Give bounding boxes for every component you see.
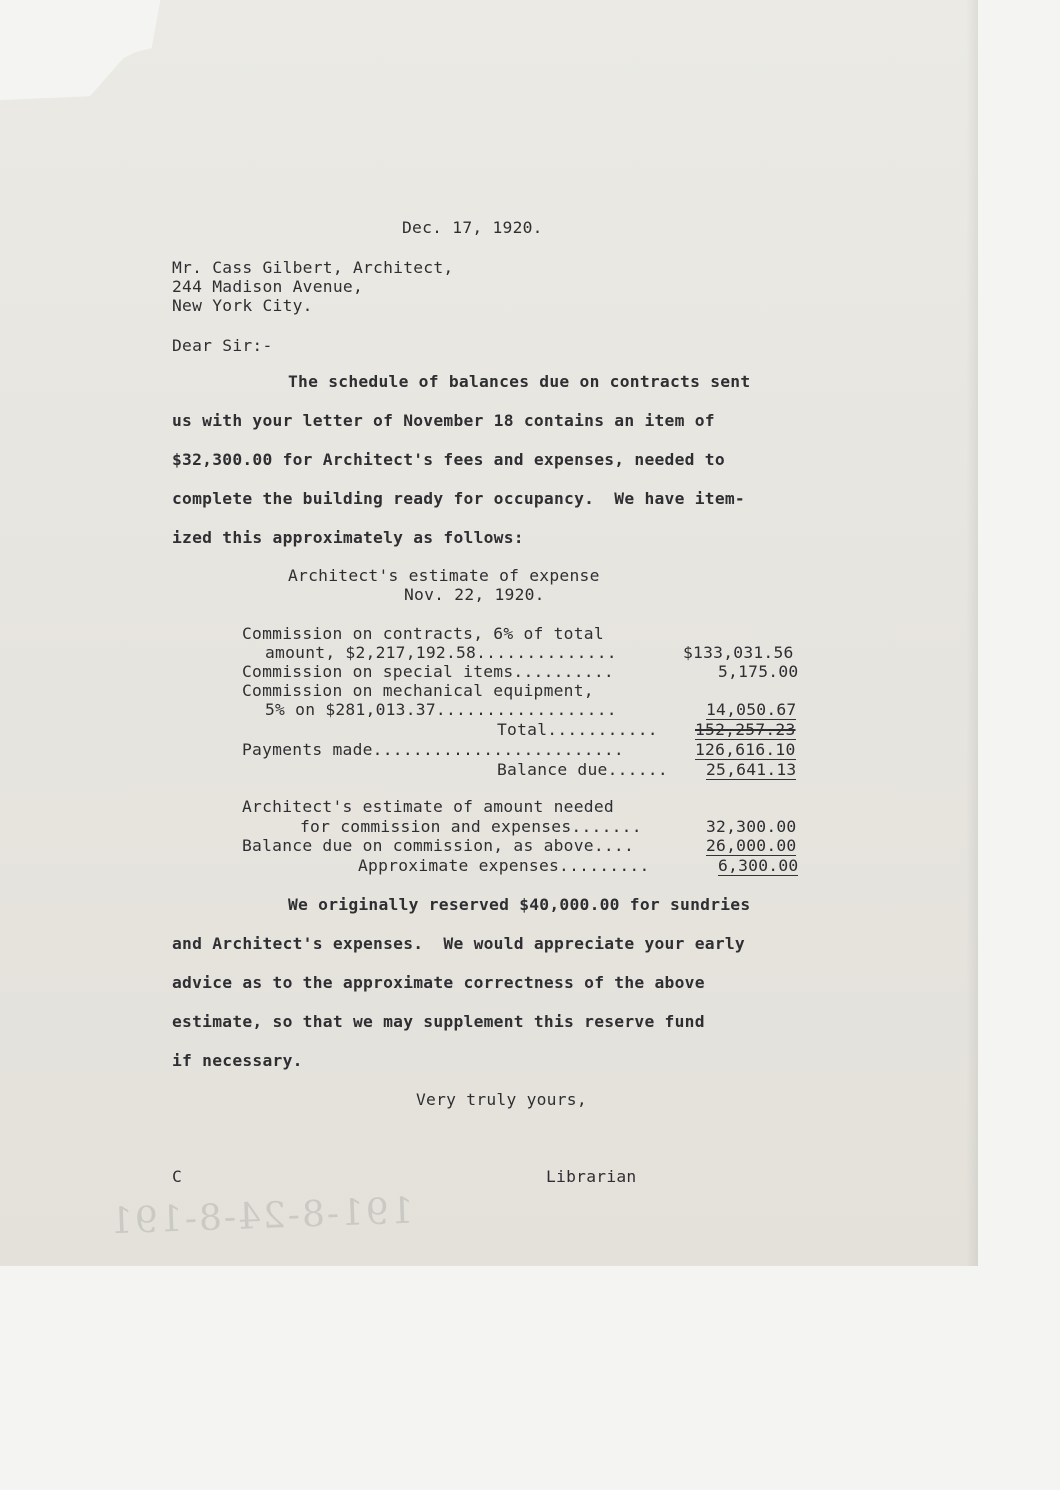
commission-balance-amount: 26,000.00 — [706, 836, 797, 855]
mechanical-label-1: Commission on mechanical equipment, — [242, 681, 594, 700]
paragraph-1-line-2: us with your letter of November 18 contains an item of — [172, 411, 715, 430]
salutation: Dear Sir:- — [172, 336, 273, 355]
paragraph-2-line-2: and Architect's expenses. We would appreciate your early — [172, 934, 745, 953]
total-amount: 152,257.23 — [695, 720, 796, 739]
mechanical-label-2: 5% on $281,013.37.................. — [265, 700, 617, 719]
address-line-1: Mr. Cass Gilbert, Architect, — [172, 258, 454, 277]
commission-contracts-amount: $133,031.56 — [683, 643, 794, 662]
handwritten-note: 191-8-24-8-191 — [107, 1190, 415, 1243]
paragraph-1-line-1: The schedule of balances due on contracts sent — [288, 372, 751, 391]
letter-date: Dec. 17, 1920. — [402, 218, 543, 237]
initial: C — [172, 1167, 183, 1186]
needed-label-1: Architect's estimate of amount needed — [242, 797, 614, 816]
paragraph-1-line-3: $32,300.00 for Architect's fees and expenses, needed to — [172, 450, 725, 469]
address-line-3: New York City. — [172, 296, 313, 315]
paragraph-1-line-5: ized this approximately as follows: — [172, 528, 524, 547]
estimate-heading-2: Nov. 22, 1920. — [404, 585, 545, 604]
paragraph-2-line-4: estimate, so that we may supplement this reserve fund — [172, 1012, 705, 1031]
commission-balance-label: Balance due on commission, as above.... — [242, 836, 635, 855]
expenses-amount: 6,300.00 — [718, 856, 799, 875]
mechanical-amount: 14,050.67 — [706, 700, 797, 719]
payments-amount: 126,616.10 — [695, 740, 796, 759]
total-label: Total........... — [497, 720, 658, 739]
commission-contracts-label-1: Commission on contracts, 6% of total — [242, 624, 604, 643]
balance-label: Balance due...... — [497, 760, 668, 779]
payments-label: Payments made......................... — [242, 740, 624, 759]
balance-amount: 25,641.13 — [706, 760, 797, 779]
paragraph-2-line-3: advice as to the approximate correctness of the above — [172, 973, 705, 992]
page-edge-shadow — [966, 0, 978, 1266]
paragraph-2-line-5: if necessary. — [172, 1051, 303, 1070]
expenses-label: Approximate expenses......... — [358, 856, 650, 875]
paragraph-2-line-1: We originally reserved $40,000.00 for sundries — [288, 895, 751, 914]
estimate-heading-1: Architect's estimate of expense — [288, 566, 600, 585]
special-items-label: Commission on special items.......... — [242, 662, 614, 681]
paragraph-1-line-4: complete the building ready for occupancy. We have item- — [172, 489, 745, 508]
closing: Very truly yours, — [416, 1090, 587, 1109]
address-line-2: 244 Madison Avenue, — [172, 277, 363, 296]
signature-title: Librarian — [546, 1167, 637, 1186]
special-items-amount: 5,175.00 — [718, 662, 799, 681]
commission-contracts-label-2: amount, $2,217,192.58.............. — [265, 643, 617, 662]
needed-label-2: for commission and expenses....... — [300, 817, 642, 836]
amount-needed: 32,300.00 — [706, 817, 797, 836]
